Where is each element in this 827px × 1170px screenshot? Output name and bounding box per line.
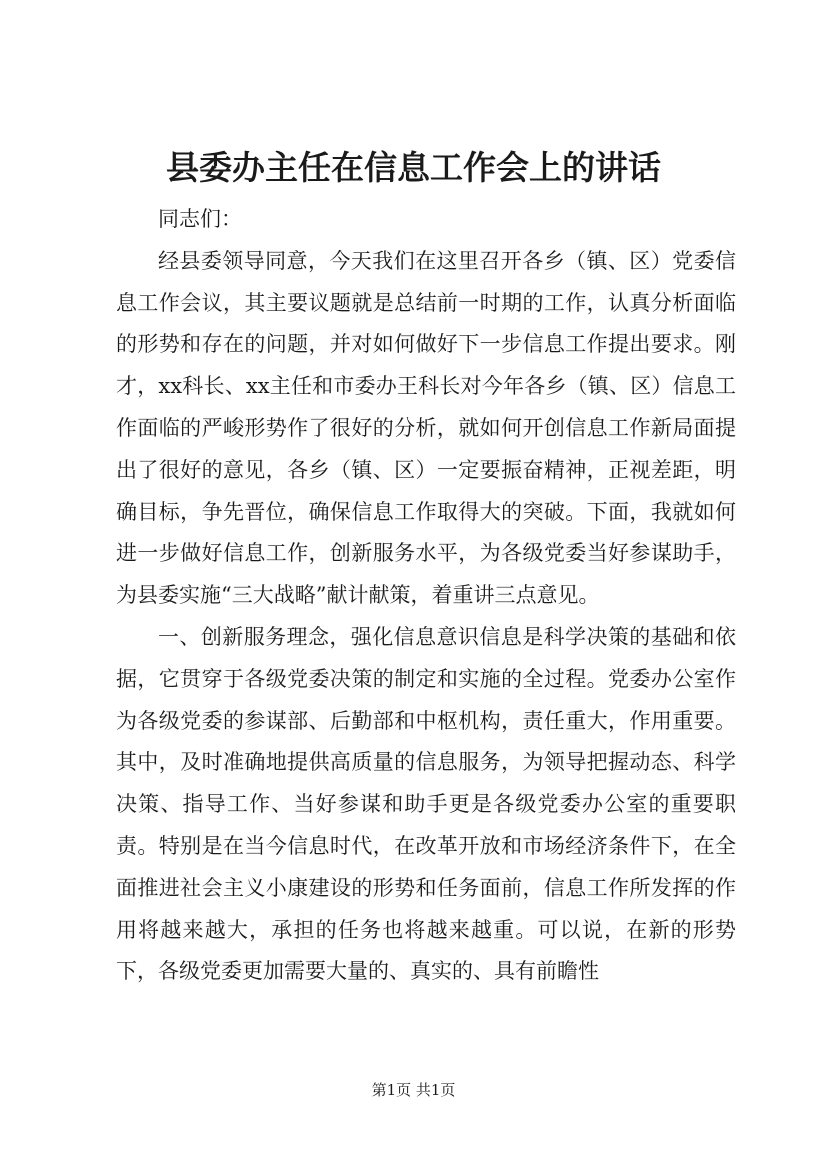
document-title: 县委办主任在信息工作会上的讲话 — [166, 148, 661, 187]
body-paragraph-2: 一、创新服务理念，强化信息意识信息是科学决策的基础和依据，它贯穿于各级党委决策的制定和实施的全过程。党委办公室作为各级党委的参谋部、后勤部和中枢机构，责任重大，作用重要。其中，及时准确地提供高质量的信息服务，为领导把握动态、科学决策、指导工作、当好参谋和助手更是各级党委办公室的重要职责。特别是在当今信息时代，在改革开放和市场经济条件下，在全面推进社会主义小康建设的形势和任务面前，信息工作所发挥的作用将越来越大，承担的任务也将越来越重。可以说，在新的形势下，各级党委更加需要大量的、真实的、具有前瞻性 — [116, 624, 736, 984]
salutation-paragraph: 同志们： — [158, 207, 242, 231]
page-footer: 第1页 共1页 — [371, 1081, 456, 1099]
body-paragraph-1: 经县委领导同意，今天我们在这里召开各乡（镇、区）党委信息工作会议，其主要议题就是总结前一时期的工作，认真分析面临的形势和存在的问题，并对如何做好下一步信息工作提出要求。刚才，xx科长、xx主任和市委办王科长对今年各乡（镇、区）信息工作面临的严峻形势作了很好的分析，就如何开创信息工作新局面提出了很好的意见，各乡（镇、区）一定要振奋精神，正视差距，明确目标，争先晋位，确保信息工作取得大的突破。下面，我就如何进一步做好信息工作，创新服务水平，为各级党委当好参谋助手，为县委实施“三大战略”献计献策，着重讲三点意见。 — [116, 248, 736, 608]
document-body — [116, 199, 736, 993]
